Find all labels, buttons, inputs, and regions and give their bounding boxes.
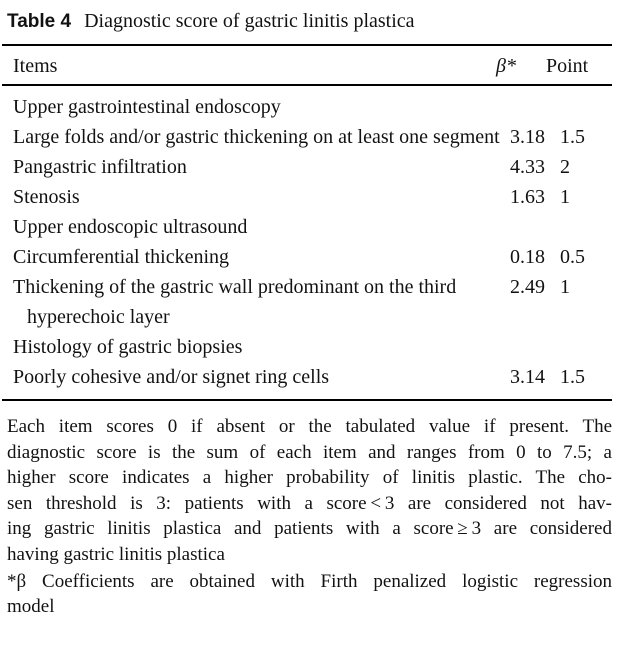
beta-cell: 3.18 (510, 126, 545, 148)
footnote-line: having gastric linitis plastica (7, 543, 225, 565)
item-cell: Circumferential thickening (13, 246, 230, 268)
beta-cell: 3.14 (510, 366, 545, 388)
footnote-line: Each item scores 0 if absent or the tabulated value if present. The (7, 416, 612, 437)
beta-cell: 2.49 (510, 276, 545, 298)
point-cell: 0.5 (560, 246, 585, 268)
table-header-row (2, 46, 612, 86)
table-caption (7, 9, 612, 34)
item-cell: Thickening of the gastric wall predominant on the third hyperechoic layer (13, 276, 457, 328)
table-section-row (13, 332, 612, 362)
table-footnote-general (7, 414, 612, 567)
column-header-beta: β* (496, 55, 516, 77)
table-body (2, 86, 612, 399)
item-cell: Pangastric infiltration (13, 156, 187, 178)
column-header-items: Items (13, 55, 58, 77)
item-cell: Upper endoscopic ultrasound (13, 216, 248, 238)
diagnostic-score-table (2, 44, 612, 401)
footnote-line: sen threshold is 3: patients with a score < 3 are considered not hav- (7, 492, 612, 514)
table-row (13, 152, 612, 182)
table-row (13, 122, 612, 152)
paper-table-figure (0, 9, 618, 619)
point-cell: 1 (560, 276, 570, 298)
table-section-row (13, 92, 612, 122)
table-row (13, 272, 612, 332)
column-header-point: Point (546, 55, 589, 77)
beta-cell: 1.63 (510, 186, 545, 208)
table-section-row (13, 212, 612, 242)
beta-cell: 4.33 (510, 156, 545, 178)
beta-cell: 0.18 (510, 246, 545, 268)
item-cell: Upper gastrointestinal endoscopy (13, 96, 281, 118)
item-cell: Large folds and/or gastric thickening on at least one segment (13, 126, 500, 148)
table-row (13, 242, 612, 272)
point-cell: 2 (560, 156, 570, 178)
table-caption-text: Diagnostic score of gastric linitis plastica (84, 10, 415, 32)
footnote-line: model (7, 596, 55, 617)
footnote-line: higher score indicates a higher probability of linitis plastic. The cho- (7, 467, 612, 488)
table-row (13, 182, 612, 212)
point-cell: 1.5 (560, 126, 585, 148)
item-cell: Stenosis (13, 186, 80, 208)
footnote-line: *β Coefficients are obtained with Firth penalized logistic regression (7, 571, 612, 592)
point-cell: 1.5 (560, 366, 585, 388)
item-cell: Poorly cohesive and/or signet ring cells (13, 366, 330, 388)
table-number-label: Table 4 (7, 11, 72, 32)
footnote-line: diagnostic score is the sum of each item and ranges from 0 to 7.5; a (7, 441, 612, 463)
point-cell: 1 (560, 186, 570, 208)
table-footnotes (7, 414, 612, 619)
table-row (13, 362, 612, 392)
table-footnote-beta (7, 569, 612, 619)
footnote-line: ing gastric linitis plastica and patients with a score ≥ 3 are considered (7, 518, 612, 539)
item-cell: Histology of gastric biopsies (13, 336, 243, 358)
